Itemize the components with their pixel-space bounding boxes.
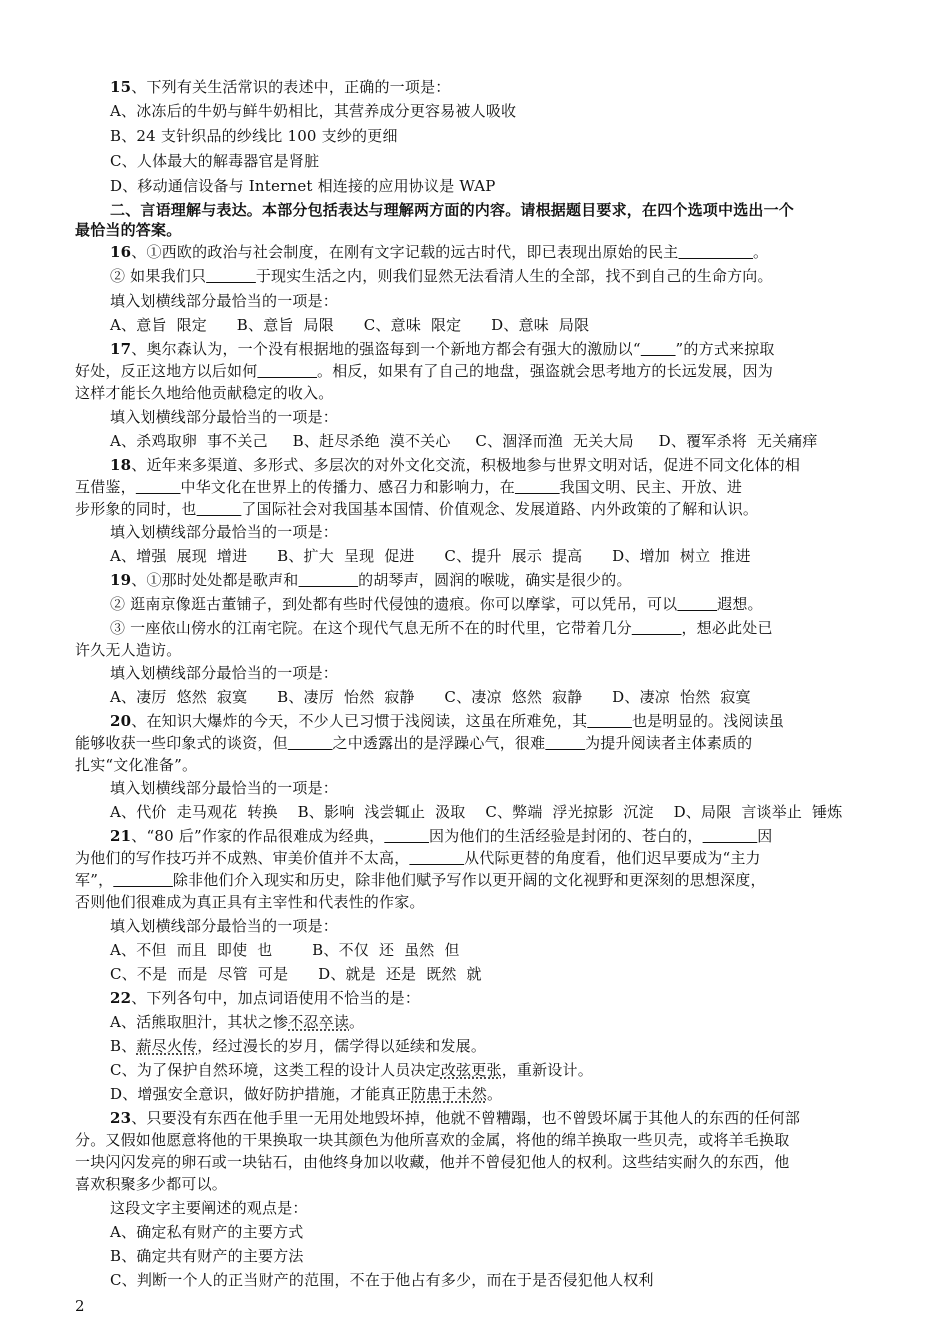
text-line-q23-4 [75,1173,227,1195]
answer-blank [384,827,429,845]
answer-blank [257,362,317,380]
text-segment: 、“80 后”作家的作品很难成为经典， [131,827,385,845]
text-segment: 。 [487,1085,503,1103]
text-line-q21-ab [110,939,460,961]
text-line-q17-opt [110,430,818,452]
bold-text: 最恰当的答案。 [75,221,182,239]
text-segment: C、不是 而是 尽管 可是 D、就是 还是 既然 就 [110,965,482,983]
text-line-q18-opt [110,545,751,567]
text-segment: 许久无人造访。 [75,641,182,659]
text-segment: 之中透露出的是浮躁心气，很难 [332,734,546,752]
text-segment: 填入划横线部分最恰当的一项是： [110,917,339,935]
text-segment: ② 逛南京像逛古董铺子，到处都有些时代侵蚀的遗痕。你可以摩挲，可以凭吊，可以 [110,595,678,613]
text-segment: 于现实生活之内，则我们显然无法看清人生的全部，找不到自己的生命方向。 [255,267,773,285]
text-segment: B、 [110,1037,137,1055]
text-segment: 军”， [75,871,114,889]
text-line-sec2-2 [75,219,181,241]
answer-blank [587,712,632,730]
text-segment: ③ 一座依山傍水的江南宅院。在这个现代气息无所不在的时代里，它带着几分 [110,619,632,637]
text-segment: 扎实“文化准备”。 [75,756,198,774]
text-line-q22-stem [110,987,420,1009]
text-segment: 喜欢积聚多少都可以。 [75,1175,228,1193]
text-segment: 也是明显的。浅阅读虽 [632,712,785,730]
text-segment: 步形象的同时，也 [75,500,197,518]
text-segment: 因 [757,827,773,845]
text-segment: 填入划横线部分最恰当的一项是： [110,292,339,310]
text-segment: 、下列有关生活常识的表述中，正确的一项是： [131,78,451,96]
text-line-q22-b [110,1035,486,1057]
text-segment: 遐想。 [717,595,763,613]
text-segment: 、奥尔森认为，一个没有根据地的强盗每到一个新地方都会有强大的激励以“ [131,340,641,358]
bold-text: 16 [110,243,132,261]
text-segment: ，重新设计。 [501,1061,593,1079]
text-line-q23-ask [110,1197,308,1219]
text-segment: A、凄厉 悠然 寂寞 B、凄厉 怡然 寂静 C、凄凉 悠然 寂静 D、凄凉 怡然 寂寞 [110,688,751,706]
answer-blank [545,734,585,752]
answer-blank [677,595,717,613]
text-line-q17-3 [75,382,333,404]
text-segment: 能够收获一些印象式的谈资，但 [75,734,288,752]
answer-blank [679,243,754,261]
text-line-q23-2 [75,1129,789,1151]
text-segment: 否则他们很难成为真正具有主宰性和代表性的作家。 [75,893,425,911]
text-line-q15-a [110,100,516,122]
text-line-q19-1 [110,569,632,591]
answer-blank [206,267,256,285]
answer-blank [703,827,758,845]
text-line-q19-opt [110,686,751,708]
text-line-q21-ask [110,915,338,937]
text-segment: A、活熊取胆汁，其状之惨 [110,1013,289,1031]
text-segment: B、24 支针织品的纱线比 100 支纱的更细 [110,127,398,145]
answer-blank [136,478,181,496]
text-segment: A、不但 而且 即使 也 B、不仅 还 虽然 但 [110,941,460,959]
text-segment: 填入划横线部分最恰当的一项是： [110,523,339,541]
text-line-q19-3 [110,617,773,639]
text-line-q21-2 [75,847,761,869]
text-line-q19-ask [110,662,338,684]
text-segment: 好处，反正这地方以后如何 [75,362,258,380]
bold-text: 19 [110,571,132,589]
text-segment: 从代际更替的角度看，他们迟早要成为“主力 [464,849,761,867]
text-segment: C、为了保护自然环境，这类工程的设计人员决定 [110,1061,441,1079]
text-line-q17-1 [110,338,775,360]
text-segment: 、只要没有东西在他手里一无用处地毁坏掉，他就不曾糟蹋，也不曾毁坏属于其他人的东西的任何部 [131,1109,801,1127]
text-line-q15-d [110,175,496,197]
answer-blank [298,571,358,589]
text-line-q20-3 [75,754,197,776]
bold-text: 18 [110,456,132,474]
text-line-q23-b [110,1245,304,1267]
text-line-q18-3 [75,498,758,520]
text-line-q19-4 [75,639,181,661]
text-segment: D、增强安全意识，做好防护措施，才能真正 [110,1085,412,1103]
text-segment: 。 [349,1013,365,1031]
text-segment: 分。又假如他愿意将他的干果换取一块其颜色为他所喜欢的金属，将他的绵羊换取一些贝壳，或将羊毛换取 [75,1131,790,1149]
text-segment: 我国文明、民主、开放、进 [559,478,743,496]
text-line-q23-a [110,1221,303,1243]
answer-blank [409,849,464,867]
text-segment: 这样才能长久地给他贡献稳定的收入。 [75,384,334,402]
text-segment: 、在知识大爆炸的今天，不少人已习惯于浅阅读，这虽在所难免，其 [131,712,588,730]
text-segment: A、冰冻后的牛奶与鲜牛奶相比，其营养成分更容易被人吸收 [110,102,517,120]
dotted-phrase: 防患于未然 [411,1085,488,1103]
text-segment: 因为他们的生活经验是封闭的、苍白的， [429,827,703,845]
text-line-q15-c [110,150,319,172]
text-segment: A、杀鸡取卵 事不关己 B、赶尽杀绝 漠不关心 C、涸泽而渔 无关大局 D、覆军杀将 无关痛痒 [110,432,818,450]
text-line-q20-opt [110,801,842,823]
text-segment: 、①那时处处都是歌声和 [131,571,299,589]
text-line-q16-1 [110,241,768,263]
text-line-q15-b [110,125,398,147]
text-line-q17-ask [110,406,338,428]
text-line-q16-2 [110,265,773,287]
text-line-q22-c [110,1059,593,1081]
bold-text: 23 [110,1109,132,1127]
answer-blank [197,500,242,518]
text-line-q20-ask [110,777,338,799]
text-segment: ，经过漫长的岁月，儒学得以延续和发展。 [197,1037,487,1055]
text-line-q21-4 [75,891,425,913]
text-line-q18-2 [75,476,742,498]
text-segment: 这段文字主要阐述的观点是： [110,1199,308,1217]
text-segment: 填入划横线部分最恰当的一项是： [110,779,339,797]
text-segment: A、意旨 限定 B、意旨 局限 C、意味 限定 D、意味 局限 [110,316,590,334]
text-line-q23-c [110,1269,654,1291]
text-line-q21-1 [110,825,772,847]
dotted-phrase: 不忍卒读 [288,1013,350,1031]
bold-text: 二、言语理解与表达。本部分包括表达与理解两方面的内容。请根据题目要求，在四个选项中选出一个 [110,201,795,219]
text-segment: 、①西欧的政治与社会制度，在刚有文字记载的远古时代，即已表现出原始的民主 [131,243,679,261]
text-line-q18-1 [110,454,800,476]
text-segment: 、下列各句中，加点词语使用不恰当的是： [131,989,421,1007]
text-segment: 为提升阅读者主体素质的 [585,734,753,752]
text-segment: 。相反，如果有了自己的地盘，强盗就会思考地方的长远发展，因为 [317,362,774,380]
page-number: 2 [75,1297,85,1315]
text-segment: 。 [753,243,769,261]
text-line-q15-stem [110,76,450,98]
text-segment: 除非他们介入现实和历史，除非他们赋予写作以更开阔的文化视野和更深刻的思想深度， [172,871,766,889]
text-segment: D、移动通信设备与 Internet 相连接的应用协议是 WAP [110,177,496,195]
text-segment: A、确定私有财产的主要方式 [110,1223,304,1241]
bold-text: 15 [110,78,132,96]
text-segment: 互借鉴， [75,478,136,496]
dotted-phrase: 薪尽火传 [136,1037,198,1055]
text-segment: A、增强 展现 增进 B、扩大 呈现 促进 C、提升 展示 提高 D、增加 树立 推进 [110,547,751,565]
text-line-q16-opt [110,314,589,336]
answer-blank [641,340,676,358]
answer-blank [113,871,173,889]
bold-text: 17 [110,340,132,358]
text-line-q22-a [110,1011,364,1033]
bold-text: 21 [110,827,132,845]
text-segment: 填入划横线部分最恰当的一项是： [110,664,339,682]
text-line-q18-ask [110,521,338,543]
text-segment: ”的方式来掠取 [675,340,775,358]
text-line-q21-cd [110,963,482,985]
text-line-q20-1 [110,710,784,732]
text-line-q23-1 [110,1107,800,1129]
answer-blank [515,478,560,496]
text-segment: B、确定共有财产的主要方法 [110,1247,304,1265]
text-segment: ② 如果我们只 [110,267,207,285]
text-line-sec2-1 [110,199,794,221]
bold-text: 20 [110,712,132,730]
text-segment: 的胡琴声，圆润的喉咙，确实是很少的。 [358,571,632,589]
text-line-q23-3 [75,1151,789,1173]
text-segment: ，想必此处已 [681,619,773,637]
text-line-q19-2 [110,593,763,615]
text-line-q16-ask [110,290,338,312]
text-line-q22-d [110,1083,502,1105]
text-segment: C、人体最大的解毒器官是肾脏 [110,152,320,170]
text-segment: 中华文化在世界上的传播力、感召力和影响力，在 [180,478,515,496]
text-line-q17-2 [75,360,773,382]
text-segment: A、代价 走马观花 转换 B、影响 浅尝辄止 汲取 C、弊端 浮光掠影 沉淀 D、局限 言谈举止 锤炼 [110,803,843,821]
text-segment: 、近年来多渠道、多形式、多层次的对外文化交流，积极地参与世界文明对话，促进不同文化体的相 [131,456,801,474]
text-segment: 一块闪闪发亮的卵石或一块钻石，由他终身加以收藏，他并不曾侵犯他人的权利。这些结实耐久的东西，他 [75,1153,790,1171]
text-line-q20-2 [75,732,752,754]
bold-text: 22 [110,989,132,1007]
text-line-q21-3 [75,869,766,891]
answer-blank [632,619,682,637]
dotted-phrase: 改弦更张 [440,1061,502,1079]
answer-blank [288,734,333,752]
text-segment: C、判断一个人的正当财产的范围，不在于他占有多少，而在于是否侵犯他人权利 [110,1271,654,1289]
text-segment: 为他们的写作技巧并不成熟、审美价值并不太高， [75,849,410,867]
text-segment: 填入划横线部分最恰当的一项是： [110,408,339,426]
text-segment: 了国际社会对我国基本国情、价值观念、发展道路、内外政策的了解和认识。 [241,500,759,518]
